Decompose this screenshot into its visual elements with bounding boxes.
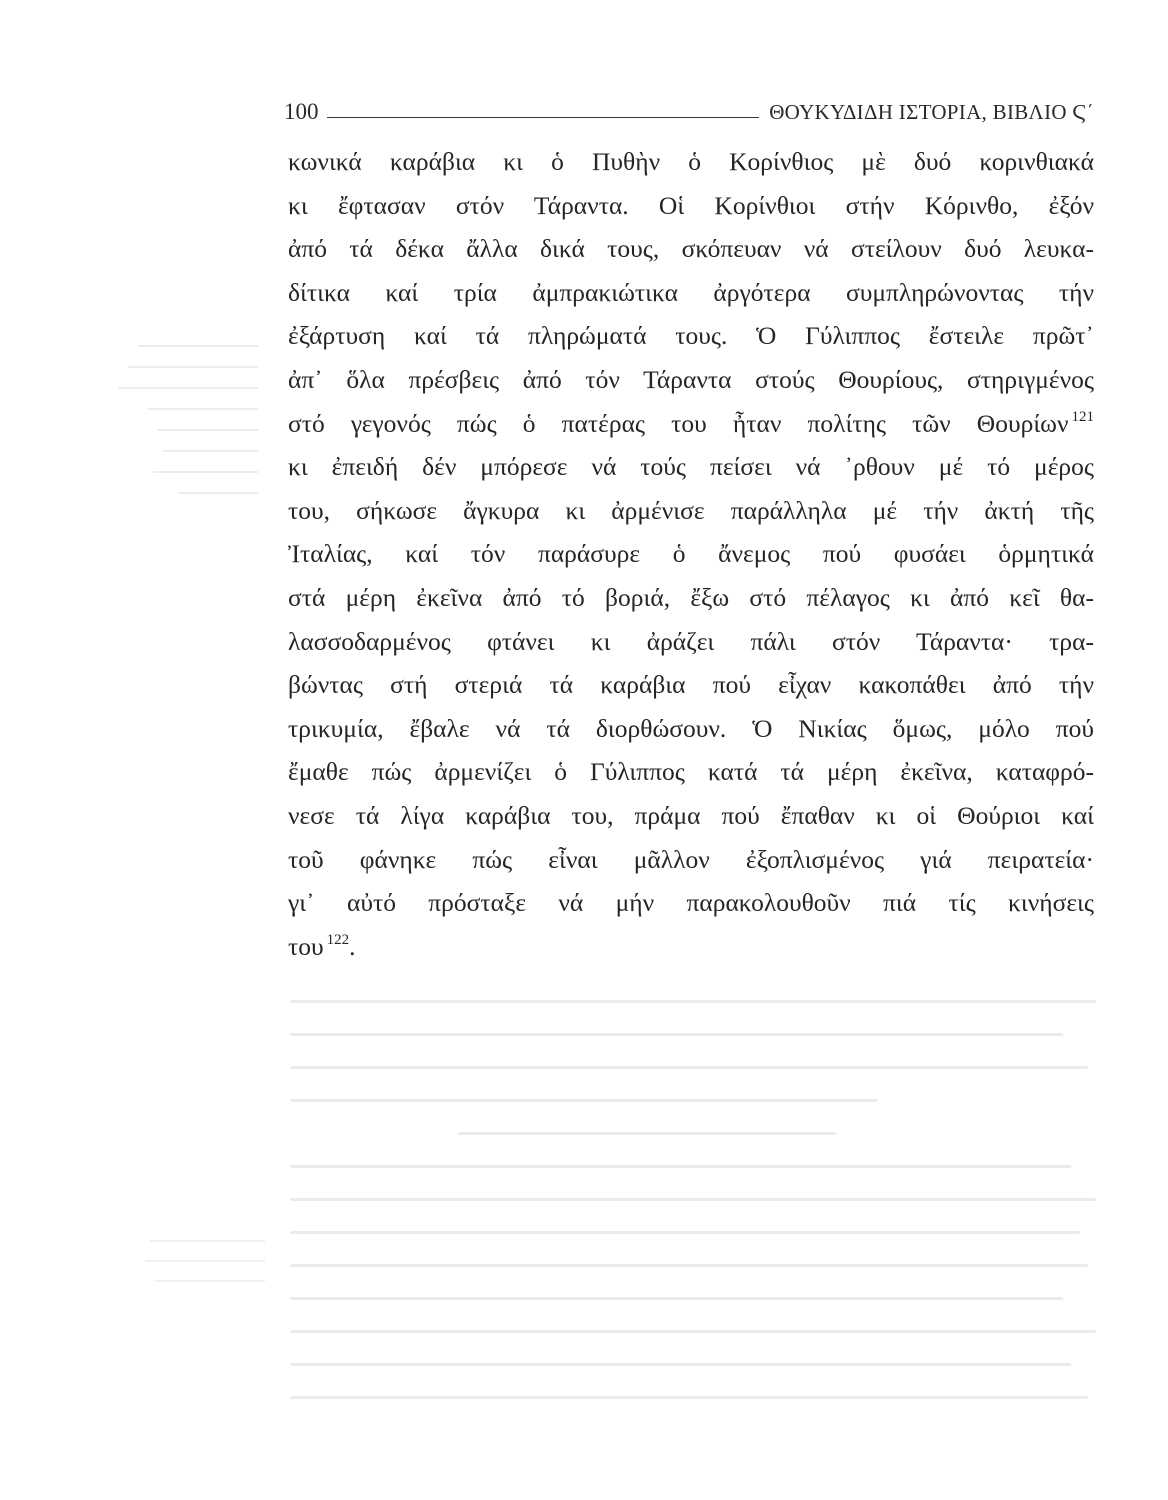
body-text — [288, 140, 1094, 968]
running-head: ΘΟΥΚΥΔΙΔΗ ΙΣΤΟΡΙΑ, ΒΙΒΛΙΟ Ϛ΄ — [769, 100, 1094, 124]
header-rule — [327, 117, 760, 118]
text-line: ἔμαθε πώς ἀρμενίζει ὁ Γύλιππος κατά τά μέρη ἐκεῖνα, καταφρό- — [288, 757, 1094, 787]
text-line: ἐξάρτυση καί τά πληρώματά τους. Ὁ Γύλιππος ἔστειλε πρῶτ᾽ — [288, 321, 1094, 351]
margin-bleed-through-lower — [140, 1240, 265, 1310]
text-line: λασσοδαρμένος φτάνει κι ἀράζει πάλι στόν Τάραντα· τρα- — [288, 626, 1094, 656]
text-line: κι ἔφτασαν στόν Τάραντα. Οἱ Κορίνθιοι στήν Κόρινθο, ἐξόν — [288, 190, 1094, 220]
text-line: τοῦ φάνηκε πώς εἶναι μᾶλλον ἐξοπλισμένος γιά πειρατεία· — [288, 844, 1094, 874]
text-line — [288, 402, 1094, 446]
page-header — [284, 92, 1094, 126]
text-line: κωνικά καράβια κι ὁ Πυθὴν ὁ Κορίνθιος μὲ δυό κορινθιακά — [288, 147, 1094, 176]
text-line: ἀπ᾽ ὅλα πρέσβεις ἀπό τόν Τάραντα στούς Θουρίους, στηριγμένος — [288, 364, 1094, 394]
final-punctuation: . — [349, 931, 356, 961]
text-line: δίτικα καί τρία ἀμπρακιώτικα ἀργότερα συμπληρώνοντας τήν — [288, 277, 1094, 307]
text-line: στά μέρη ἐκεῖνα ἀπό τό βοριά, ἔξω στό πέλαγος κι ἀπό κεῖ θα- — [288, 582, 1094, 612]
text-line-content: στό γεγονός πώς ὁ πατέρας του ἦταν πολίτης τῶν Θουρίων — [288, 408, 1069, 438]
text-line: γι᾽ αὐτό πρόσταξε νά μήν παρακολουθοῦν πιά τίς κινήσεις — [288, 888, 1094, 918]
text-line: νεσε τά λίγα καράβια του, πράμα πού ἔπαθαν κι οἱ Θούριοι καί — [288, 800, 1094, 830]
text-line: κι ἐπειδή δέν μπόρεσε νά τούς πείσει νά ᾽ρθουν μέ τό μέρος — [288, 452, 1094, 482]
footnote-ref-121: 121 — [1071, 408, 1094, 425]
margin-bleed-through — [108, 345, 258, 535]
text-line: ἀπό τά δέκα ἄλλα δικά τους, σκόπευαν νά στείλουν δυό λευκα- — [288, 234, 1094, 264]
text-line-content: του — [288, 931, 324, 961]
footnote-ref-122: 122 — [326, 931, 350, 948]
text-line: βώντας στή στεριά τά καράβια πού εἶχαν κακοπάθει ἀπό τήν — [288, 670, 1094, 700]
text-line: τρικυμία, ἔβαλε νά τά διορθώσουν. Ὁ Νικίας ὅμως, μόλο πού — [288, 713, 1094, 743]
page-number: 100 — [284, 99, 319, 124]
text-line — [288, 925, 1094, 969]
text-line: του, σήκωσε ἄγκυρα κι ἀρμένισε παράλληλα μέ τήν ἀκτή τῆς — [288, 495, 1094, 525]
text-line: Ἰταλίας, καί τόν παράσυρε ὁ ἄνεμος πού φυσάει ὁρμητικά — [288, 539, 1094, 569]
reverse-side-bleed-through — [290, 1000, 1130, 1460]
